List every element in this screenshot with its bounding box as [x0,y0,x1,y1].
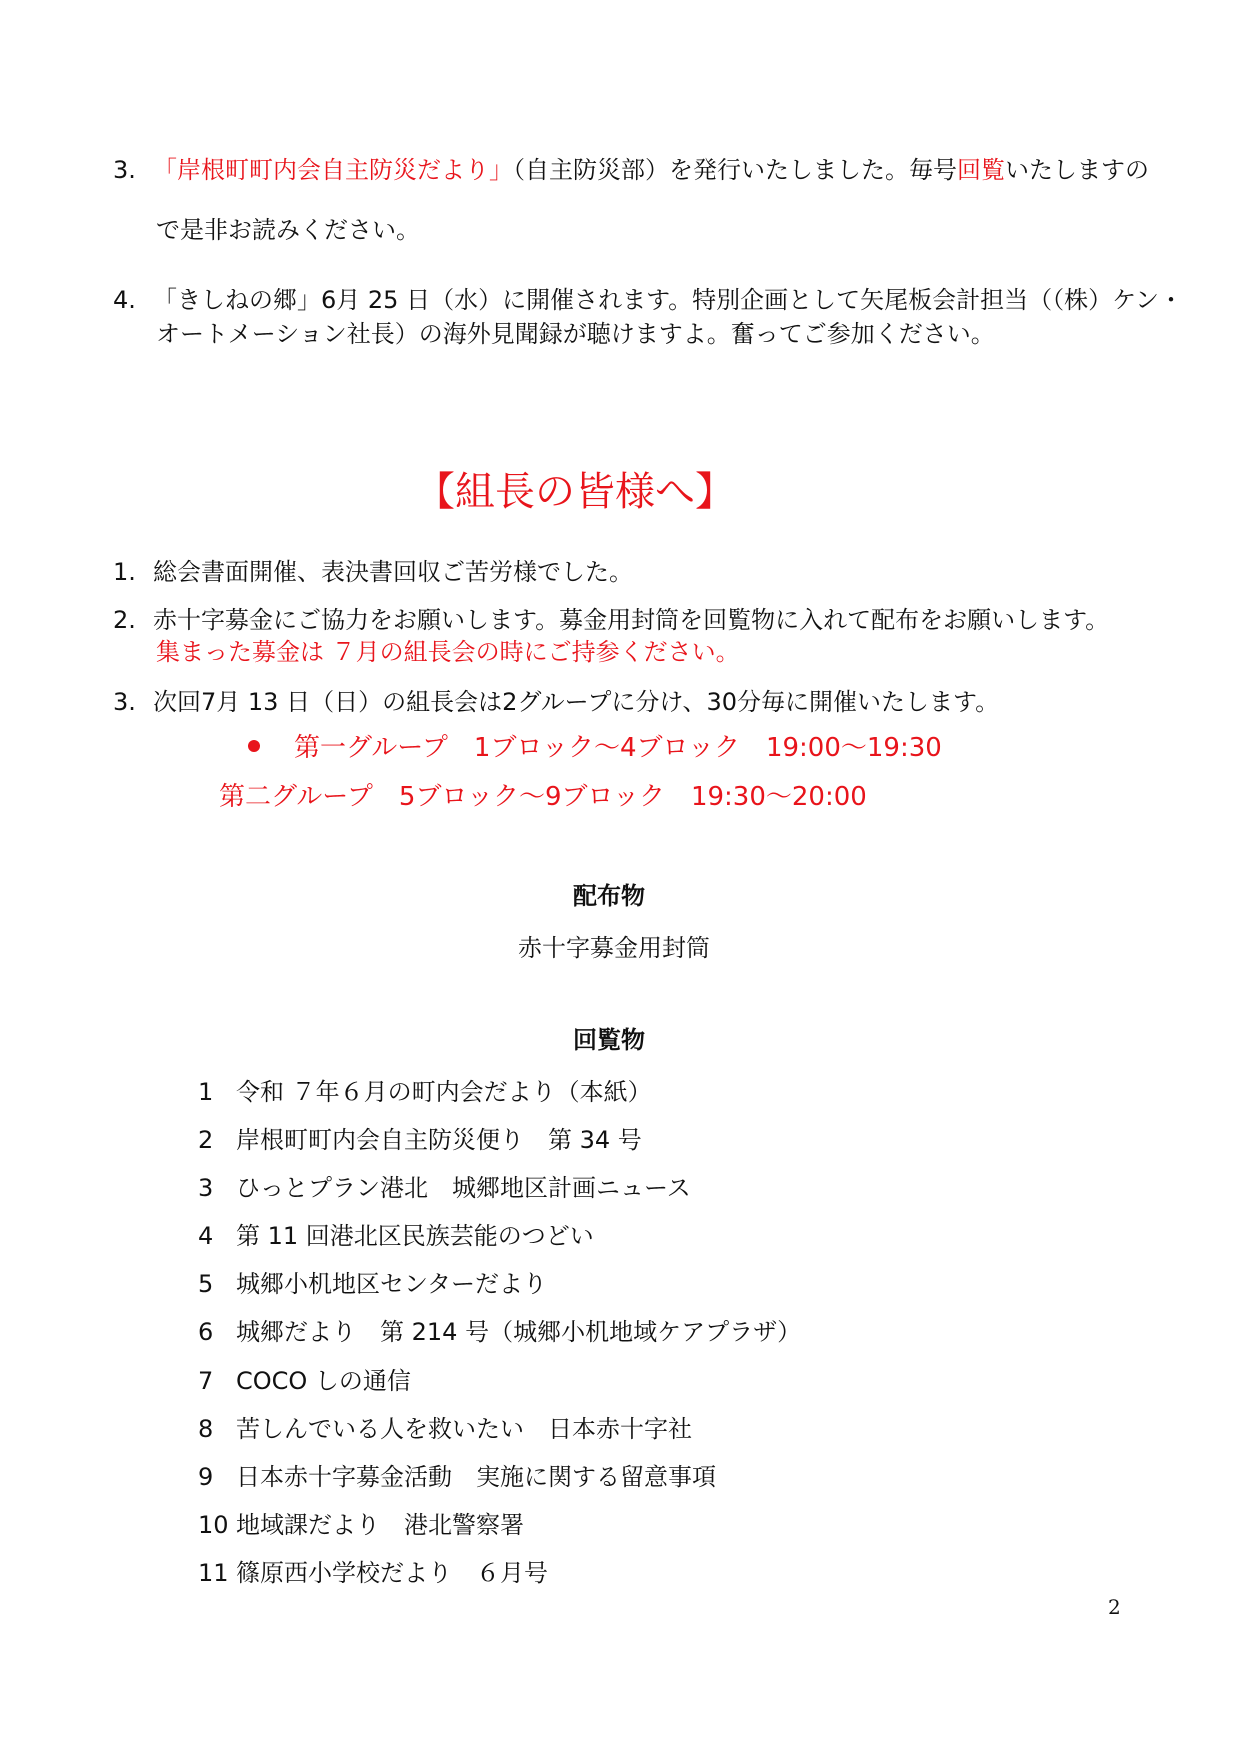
notice-text: （自主防災部）を発行いたしました。毎号 [513,156,957,184]
circulation-item [198,1120,642,1155]
item-text: 赤十字募金にご協力をお願いします。募金用封筒を回覧物に入れて配布をお願いします。 [153,606,1110,634]
item-number: 1. [113,558,136,586]
circulation-item-number: 2 [198,1126,214,1154]
circulation-word: 回覧 [957,156,1005,184]
circulation-item [198,1072,652,1107]
circulation-item-number: 8 [198,1415,214,1443]
circulation-item-text: 令和 ７年６月の町内会だより（本紙） [236,1078,652,1106]
circulation-item-text: 地域課だより 港北警察署 [236,1511,524,1539]
group-text: 第一グループ 1ブロック～4ブロック 19:00～19:30 [294,733,942,763]
circulation-item [198,1312,801,1347]
group-second: 第二グループ 5ブロック～9ブロック 19:30～20:00 [219,782,867,812]
leader-item-3 [113,682,999,717]
section-title: 【組長の皆様へ】 [415,469,735,515]
circulation-item-text: ひっとプラン港北 城郷地区計画ニュース [236,1174,691,1202]
leader-item-1 [113,552,633,587]
circulation-item [198,1409,692,1444]
circulation-item [198,1168,691,1203]
circulation-item-number: 7 [198,1367,214,1395]
item-number: 3. [113,688,136,716]
circulation-item [198,1216,594,1251]
circulation-item-number: 4 [198,1222,214,1250]
item-number: 2. [113,606,136,634]
notice-number: 4. [113,286,136,314]
notice-3-line1 [113,150,1149,185]
circulation-item-text: 城郷だより 第 214 号（城郷小机地域ケアプラザ） [236,1318,802,1346]
distribution-title: 配布物 [573,882,645,910]
circulation-item [198,1264,547,1299]
bullet-icon [248,740,260,752]
circulation-item-text: 城郷小机地区センターだより [236,1270,548,1298]
circulation-item-text: 日本赤十字募金活動 実施に関する留意事項 [236,1463,716,1491]
circulation-title: 回覧物 [573,1026,645,1054]
circulation-item-number: 11 [198,1559,229,1587]
notice-4-line2: オートメーション社長）の海外見聞録が聴けますよ。奮ってご参加ください。 [156,320,995,348]
notice-text: 「きしねの郷」6月 25 日（水）に開催されます。特別企画として矢尾板会計担当（（株）ケン・ [153,286,1183,314]
leader-item-2 [113,600,1109,635]
circulation-item [198,1457,716,1492]
publication-title: 「岸根町町内会自主防災だより」 [153,156,513,184]
item-text: 総会書面開催、表決書回収ご苦労様でした。 [153,558,633,586]
circulation-item-text: 苦しんでいる人を救いたい 日本赤十字社 [236,1415,692,1443]
circulation-item-number: 5 [198,1270,214,1298]
circulation-item-text: 第 11 回港北区民族芸能のつどい [236,1222,594,1250]
circulation-item [198,1361,411,1396]
leader-item-2-red-line: 集まった募金は ７月の組長会の時にご持参ください。 [156,638,740,666]
circulation-item-number: 3 [198,1174,214,1202]
circulation-item-number: 6 [198,1318,214,1346]
circulation-item-text: 篠原西小学校だより ６月号 [236,1559,548,1587]
notice-text: いたしますの [1005,156,1149,184]
circulation-item [198,1553,548,1588]
notice-4-line1 [113,280,1183,315]
circulation-item [198,1505,524,1540]
circulation-item-text: 岸根町町内会自主防災便り 第 34 号 [236,1126,642,1154]
circulation-item-number: 10 [198,1511,229,1539]
circulation-item-text: COCO しの通信 [236,1367,411,1395]
circulation-item-number: 9 [198,1463,214,1491]
notice-3-line2: で是非お読みください。 [156,216,420,244]
distribution-item: 赤十字募金用封筒 [518,934,710,962]
notice-number: 3. [113,156,136,184]
circulation-item-number: 1 [198,1078,214,1106]
item-text: 次回7月 13 日（日）の組長会は2グループに分け、30分毎に開催いたします。 [153,688,1000,716]
page-number: 2 [1108,1595,1121,1619]
group-first [248,727,942,764]
